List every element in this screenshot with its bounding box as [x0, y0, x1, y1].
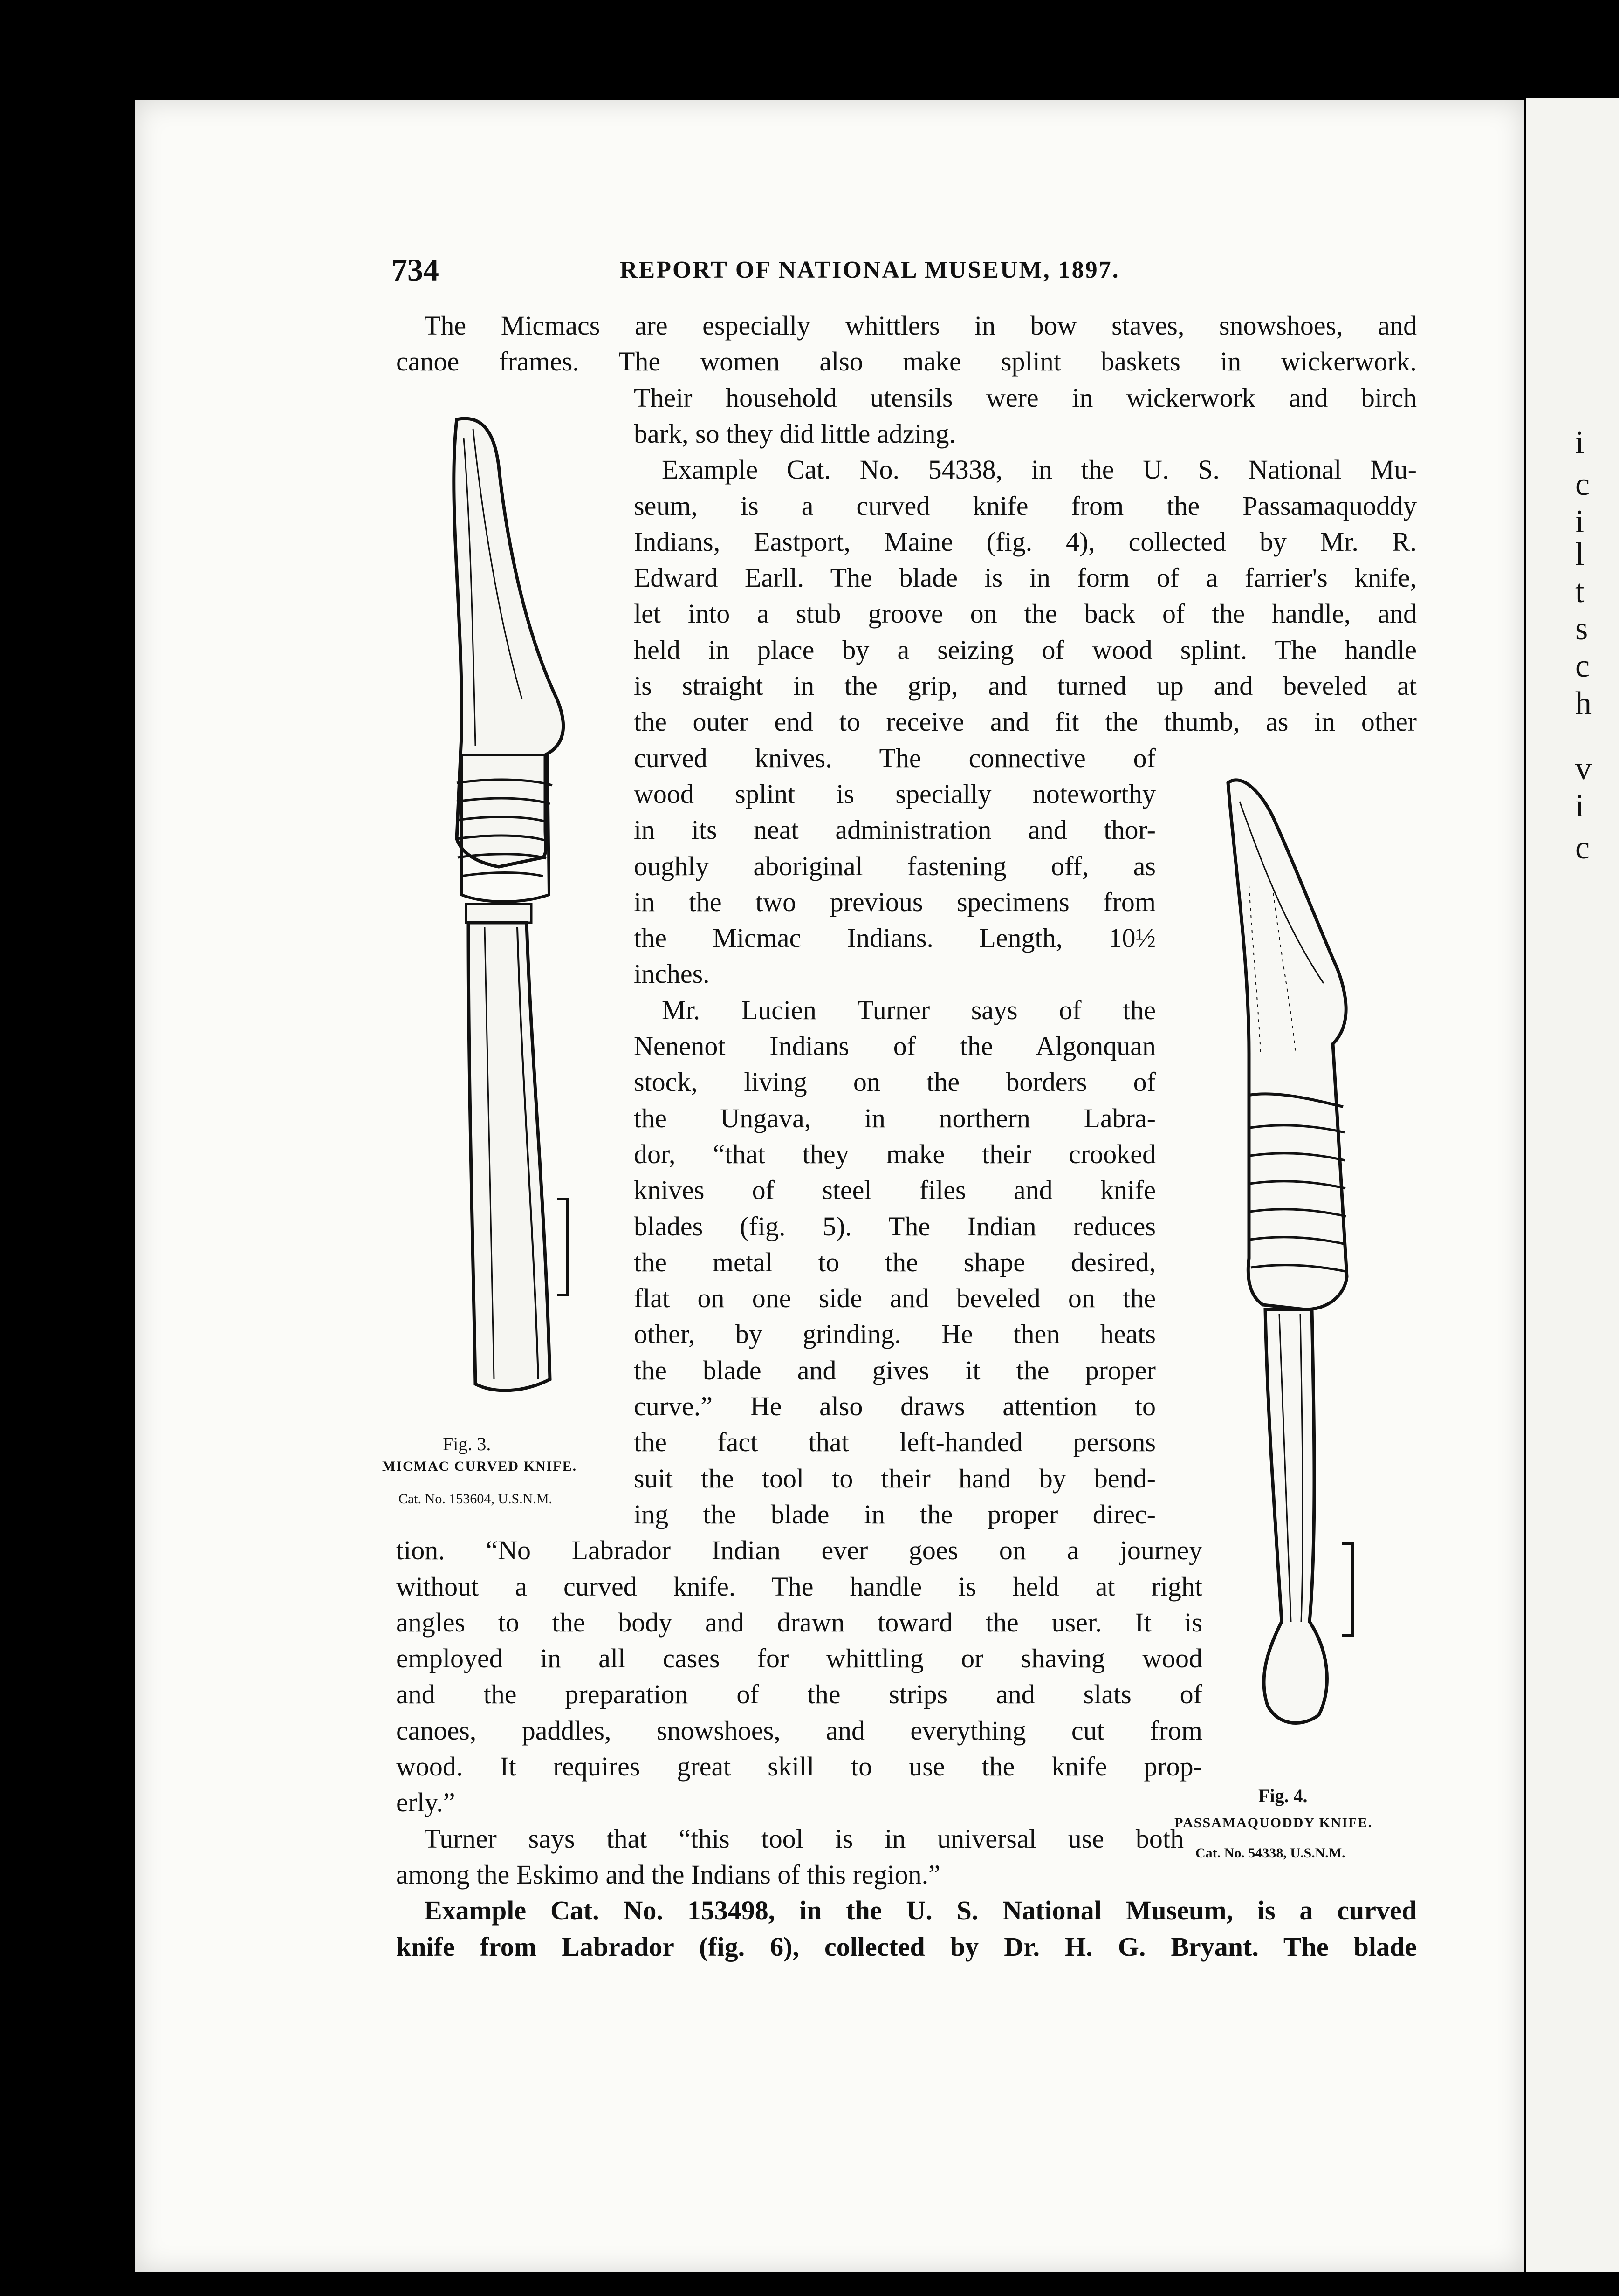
figure-4-drawing — [1228, 780, 1347, 1723]
figure-4-catalog: Cat. No. 54338, U.S.N.M. — [1195, 1845, 1345, 1861]
running-head: REPORT OF NATIONAL MUSEUM, 1897. — [620, 257, 1120, 283]
text-line: stock, living on the borders of — [634, 1067, 1156, 1097]
text-line: curved knives. The connective of — [634, 742, 1156, 773]
figure-4-scale-bar — [1342, 1542, 1354, 1637]
text-line: Their household utensils were in wickerwork and birch — [634, 382, 1417, 413]
text-line: in its neat administration and thor- — [634, 815, 1156, 845]
text-line: oughly aboriginal fastening off, as — [634, 850, 1156, 881]
text-line: employed in all cases for whittling or shaving wood — [396, 1643, 1202, 1674]
text-line: other, by grinding. He then heats — [634, 1319, 1156, 1350]
text-line: the metal to the shape desired, — [634, 1247, 1156, 1277]
text-line: the fact that left-handed persons — [634, 1427, 1156, 1458]
text-line: suit the tool to their hand by bend- — [634, 1463, 1156, 1494]
text-line: without a curved knife. The handle is held at right — [396, 1571, 1202, 1602]
facing-page-glyph: c — [1575, 466, 1590, 502]
text-line: seum, is a curved knife from the Passamaquoddy — [634, 490, 1417, 521]
facing-page-edge — [1526, 98, 1619, 2272]
text-line: the Micmac Indians. Length, 10½ — [634, 923, 1156, 953]
text-line: the outer end to receive and fit the thumb, as in other — [634, 706, 1417, 737]
text-line: canoes, paddles, snowshoes, and everything cut from — [396, 1715, 1202, 1746]
facing-page-glyph: t — [1575, 574, 1585, 610]
text-line: let into a stub groove on the back of the handle, and — [634, 598, 1417, 629]
text-line: Mr. Lucien Turner says of the — [662, 994, 1156, 1025]
text-line: wood splint is specially noteworthy — [634, 778, 1156, 809]
text-line: blades (fig. 5). The Indian reduces — [634, 1211, 1156, 1241]
figure-4-title: PASSAMAQUODDY KNIFE. — [1174, 1815, 1373, 1830]
text-line: Indians, Eastport, Maine (fig. 4), collected by Mr. R. — [634, 526, 1417, 557]
figure-3-title: MICMAC CURVED KNIFE. — [382, 1459, 577, 1474]
text-line: Example Cat. No. 54338, in the U. S. National Mu- — [662, 454, 1417, 485]
text-line: Turner says that “this tool is in universal use both — [424, 1823, 1184, 1854]
facing-page-glyph: h — [1575, 685, 1592, 721]
text-line: in the two previous specimens from — [634, 886, 1156, 917]
facing-page-glyph: i — [1575, 788, 1585, 824]
figure-4-label: Fig. 4. — [1258, 1785, 1308, 1806]
figure-3-catalog: Cat. No. 153604, U.S.N.M. — [398, 1491, 553, 1507]
page-number: 734 — [391, 252, 439, 288]
text-line: knife from Labrador (fig. 6), collected by Dr. H. G. Bryant. The blade — [396, 1931, 1417, 1962]
figure-3-label: Fig. 3. — [443, 1433, 491, 1454]
text-line: is straight in the grip, and turned up and beveled at — [634, 671, 1417, 701]
text-line: Nenenot Indians of the Algonquan — [634, 1031, 1156, 1061]
figure-4-passamaquoddy-knife — [1221, 774, 1389, 1771]
text-line: canoe frames. The women also make splint baskets in wickerwork. — [396, 346, 1417, 377]
text-line: knives of steel files and knife — [634, 1175, 1156, 1206]
text-line: flat on one side and beveled on the — [634, 1283, 1156, 1314]
facing-page-glyph: i — [1575, 425, 1585, 460]
text-line: curve.” He also draws attention to — [634, 1391, 1156, 1421]
text-line: and the preparation of the strips and slats of — [396, 1679, 1202, 1710]
text-line: erly.” — [396, 1787, 455, 1818]
figure-3-scale-bar — [557, 1198, 569, 1296]
text-line: wood. It requires great skill to use the knife prop- — [396, 1751, 1202, 1782]
facing-page-glyph: i — [1575, 504, 1585, 540]
text-line: among the Eskimo and the Indians of this region.” — [396, 1859, 940, 1890]
text-line: bark, so they did little adzing. — [634, 418, 956, 449]
text-line: dor, “that they make their crooked — [634, 1138, 1156, 1169]
figure-3-drawing — [454, 418, 563, 1391]
text-line: Example Cat. No. 153498, in the U. S. National Museum, is a curved — [424, 1895, 1417, 1926]
text-line: the blade and gives it the proper — [634, 1355, 1156, 1385]
text-line: held in place by a seizing of wood splint. The handle — [634, 634, 1417, 665]
facing-page-glyph: c — [1575, 830, 1590, 866]
text-line: ing the blade in the proper direc- — [634, 1499, 1156, 1529]
facing-page-glyph: s — [1575, 611, 1588, 647]
facing-page-glyph: c — [1575, 648, 1590, 684]
text-line: The Micmacs are especially whittlers in bow staves, snowshoes, and — [424, 310, 1417, 341]
text-line: inches. — [634, 959, 710, 989]
text-line: Edward Earll. The blade is in form of a farrier's knife, — [634, 562, 1417, 593]
facing-page-glyph: v — [1575, 751, 1592, 787]
figure-3-micmac-knife — [429, 410, 597, 1421]
text-line: the Ungava, in northern Labra- — [634, 1103, 1156, 1133]
text-line: tion. “No Labrador Indian ever goes on a journey — [396, 1535, 1202, 1566]
text-line: angles to the body and drawn toward the user. It is — [396, 1607, 1202, 1638]
facing-page-glyph: l — [1575, 536, 1585, 572]
